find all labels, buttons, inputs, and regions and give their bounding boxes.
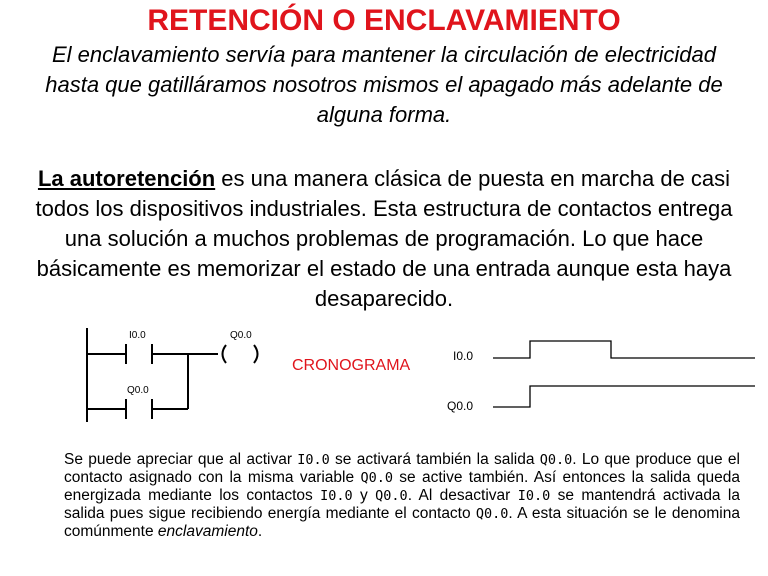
caption-text: . Al desactivar bbox=[407, 487, 518, 504]
variable-code: Q0.0 bbox=[375, 488, 408, 504]
signal-trace-q00 bbox=[493, 386, 755, 407]
cronograma-label: CRONOGRAMA bbox=[292, 357, 411, 374]
coil-label: Q0.0 bbox=[230, 330, 252, 341]
body-text: es una manera clásica de puesta en marcha de casi todos los dispositivos industriales. Esta estructura de contactos entrega una solución a muchos problemas de programación. Lo que hace básicamente es memorizar el estado de una entrada aunque esta haya desaparecido. bbox=[35, 166, 733, 311]
variable-code: I0.0 bbox=[517, 488, 551, 504]
latch-contact-label: Q0.0 bbox=[127, 385, 149, 396]
caption-text: se active también. Así entonces la salida queda energizada mediante los contactos bbox=[64, 469, 741, 504]
caption-text: y bbox=[352, 487, 376, 504]
timing-chart bbox=[0, 320, 768, 430]
variable-code: Q0.0 bbox=[539, 452, 573, 468]
caption-text: se activará también la salida bbox=[329, 451, 540, 468]
caption-text: . bbox=[257, 523, 263, 540]
variable-code: Q0.0 bbox=[360, 470, 393, 486]
variable-code: Q0.0 bbox=[475, 506, 509, 522]
caption-text: . Lo que produce que el contacto asignado con la misma variable bbox=[64, 451, 740, 486]
caption-text: . A esta situación se le denomina comúnmente bbox=[64, 505, 740, 540]
page-title: RETENCIÓN O ENCLAVAMIENTO bbox=[147, 4, 621, 37]
caption-text: se mantendrá activada la salida pues sigue recibiendo energía mediante el contacto bbox=[64, 487, 740, 522]
body-paragraph bbox=[30, 164, 738, 314]
subtitle: El enclavamiento servía para mantener la circulación de electricidad hasta que gatilláramos nosotros mismos el apagado más adelante de alguna forma. bbox=[45, 42, 723, 127]
body-term: La autoretención bbox=[37, 166, 216, 191]
signal-label-q00: Q0.0 bbox=[447, 399, 474, 413]
variable-code: I0.0 bbox=[320, 488, 353, 504]
signal-label-i00: I0.0 bbox=[453, 349, 474, 363]
signal-trace-i00 bbox=[493, 341, 755, 358]
caption-emphasis: enclavamiento bbox=[157, 523, 258, 540]
variable-code: I0.0 bbox=[297, 452, 330, 468]
caption-text: Se puede apreciar que al activar bbox=[64, 451, 298, 468]
caption-paragraph bbox=[64, 451, 740, 541]
input-contact-label: I0.0 bbox=[129, 330, 146, 341]
